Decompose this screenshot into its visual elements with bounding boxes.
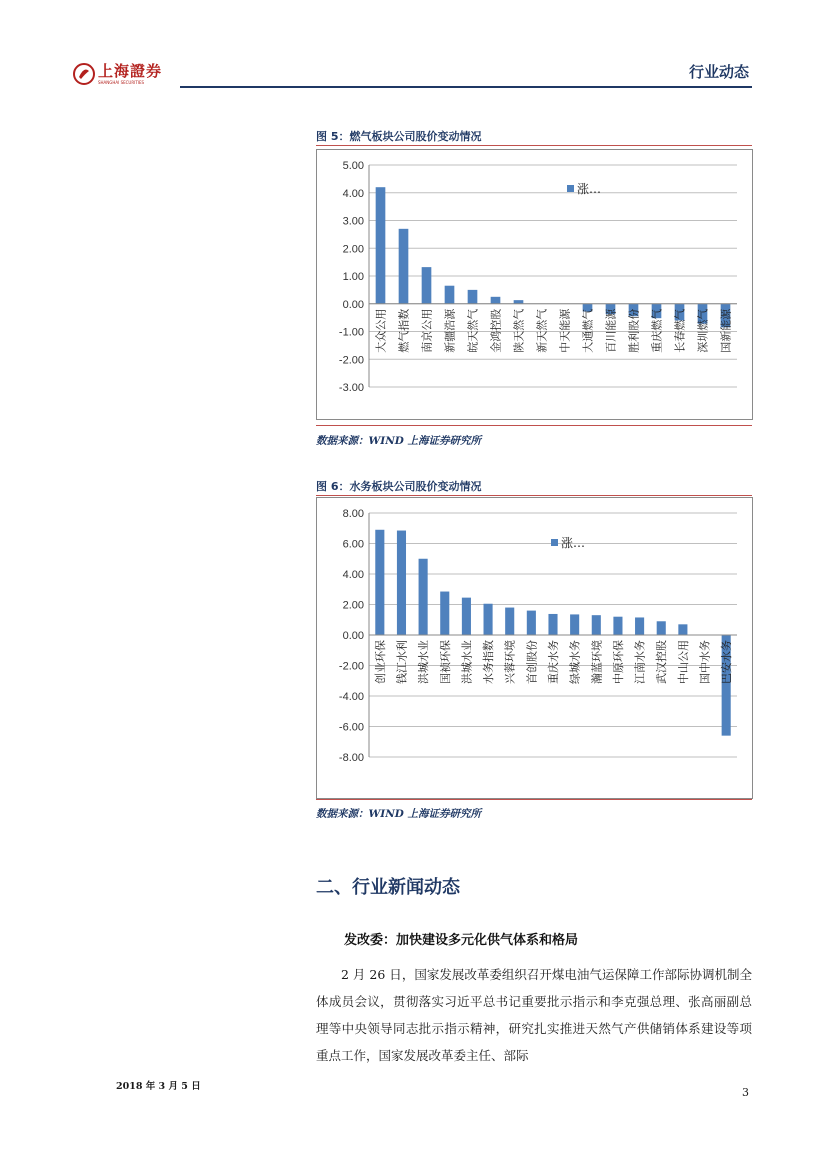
news-body: 2 月 26 日，国家发展改革委组织召开煤电油气运保障工作部际协调机制全体成员会议，贯彻落实习近平总书记重要批示指示和李克强总理、张高丽副总理等中央领导同志批示指示精神，研究扎实推进天然气产供储销体系建设等项重点工作，国家发展改革委主任、部际 — [316, 967, 752, 1063]
figure5-chart — [316, 149, 753, 420]
section-title: 二、行业新闻动态 — [316, 877, 460, 898]
x-category-label: 陕天然气 — [512, 308, 526, 353]
company-logo-text: 上海證券 — [98, 62, 163, 80]
figure6-source: 数据来源：WIND 上海证券研究所 — [316, 808, 482, 820]
header-rule — [180, 86, 752, 88]
y-tick-label: -4.00 — [338, 691, 364, 703]
x-category-label: 新疆浩源 — [443, 308, 457, 353]
y-tick-label: 0.00 — [342, 630, 364, 642]
y-tick-label: -2.00 — [338, 354, 364, 367]
figure6-chart — [316, 497, 753, 799]
x-category-label: 百川能源 — [604, 308, 618, 353]
bar — [376, 187, 386, 304]
bar — [548, 614, 557, 635]
y-tick-label: -1.00 — [338, 326, 364, 339]
bar — [462, 598, 471, 635]
company-logo-subtext: SHANGHAI SECURITIES — [98, 80, 145, 85]
news-title: 发改委：加快建设多元化供气体系和格局 — [344, 933, 579, 948]
figure5-top-rule — [316, 145, 752, 146]
x-category-label: 大通燃气 — [581, 308, 595, 353]
x-category-label: 瀚蓝环境 — [590, 640, 604, 684]
y-tick-label: -6.00 — [338, 721, 364, 734]
y-tick-label: 0.00 — [342, 298, 364, 311]
x-category-label: 新天然气 — [535, 308, 549, 353]
legend-label: 涨… — [577, 182, 602, 196]
logo-emblem — [72, 62, 96, 86]
legend-swatch — [551, 539, 558, 546]
bar — [491, 297, 501, 304]
bar — [484, 604, 493, 635]
x-category-label: 燃气指数 — [397, 308, 411, 353]
bar — [514, 300, 524, 304]
x-category-label: 中山公用 — [676, 640, 690, 684]
x-category-label: 大众公用 — [374, 308, 388, 353]
x-category-label: 南京公用 — [420, 308, 434, 353]
x-category-label: 深圳燃气 — [696, 308, 710, 353]
report-category: 行业动态 — [688, 63, 749, 81]
bar — [397, 531, 406, 635]
figure6-caption: 图 6：水务板块公司股价变动情况 — [316, 480, 482, 493]
x-category-label: 国新能源 — [719, 308, 733, 353]
page-number: 3 — [742, 1086, 749, 1099]
x-category-label: 国祯环保 — [438, 640, 452, 684]
legend-swatch — [567, 185, 574, 192]
bar — [375, 530, 384, 635]
y-tick-label: -2.00 — [338, 660, 364, 673]
x-category-label: 皖天然气 — [466, 308, 480, 353]
bar — [419, 559, 428, 635]
y-tick-label: 8.00 — [342, 508, 364, 520]
x-category-label: 绿城水务 — [568, 640, 582, 684]
x-category-label: 江南水务 — [633, 640, 647, 684]
y-tick-label: 4.00 — [342, 187, 364, 200]
x-category-label: 洪城水业 — [460, 640, 474, 684]
bar — [657, 621, 666, 635]
x-category-label: 金鸿控股 — [489, 308, 503, 353]
figure5-bottom-rule — [316, 425, 752, 426]
bar — [570, 614, 579, 635]
x-category-label: 中天能源 — [558, 308, 572, 353]
figure6-bottom-rule — [316, 799, 752, 800]
y-tick-label: 4.00 — [342, 569, 364, 581]
x-category-label: 中原环保 — [611, 640, 625, 684]
bar — [422, 267, 432, 304]
x-category-label: 首创股份 — [525, 640, 539, 684]
y-tick-label: 1.00 — [342, 271, 364, 283]
bar — [678, 624, 687, 635]
x-category-label: 钱江水利 — [395, 640, 409, 684]
x-category-label: 创业环保 — [373, 640, 387, 684]
y-tick-label: 2.00 — [342, 243, 364, 256]
bar — [505, 608, 514, 635]
y-tick-label: 6.00 — [342, 538, 364, 551]
y-tick-label: 3.00 — [342, 215, 364, 228]
bar — [527, 611, 536, 635]
y-tick-label: 5.00 — [342, 160, 364, 172]
bar — [468, 290, 478, 304]
x-category-label: 水务指数 — [482, 640, 496, 684]
x-category-label: 国中水务 — [698, 640, 712, 684]
bar — [613, 617, 622, 635]
figure5-caption: 图 5：燃气板块公司股价变动情况 — [316, 130, 482, 143]
bar — [635, 617, 644, 635]
bar — [592, 615, 601, 635]
x-category-label: 长春燃气 — [673, 308, 687, 353]
x-category-label: 兴蓉环境 — [503, 640, 517, 684]
legend-label: 涨… — [561, 536, 586, 550]
x-category-label: 洪城水业 — [417, 640, 431, 684]
x-category-label: 重庆水务 — [547, 640, 560, 684]
figure6-top-rule — [316, 495, 752, 496]
x-category-label: 重庆燃气 — [650, 308, 664, 353]
y-tick-label: 2.00 — [342, 599, 364, 612]
bar — [399, 229, 409, 304]
bar — [440, 592, 449, 635]
footer-date: 2018 年 3 月 5 日 — [116, 1081, 201, 1092]
x-category-label: 武汉控股 — [655, 640, 669, 684]
y-tick-label: -3.00 — [338, 382, 364, 394]
x-category-label: 胜利股份 — [627, 308, 641, 353]
y-tick-label: -8.00 — [338, 752, 364, 764]
x-category-label: 巴安水务 — [720, 640, 734, 684]
figure5-source: 数据来源：WIND 上海证券研究所 — [316, 435, 482, 447]
bar — [445, 286, 455, 304]
